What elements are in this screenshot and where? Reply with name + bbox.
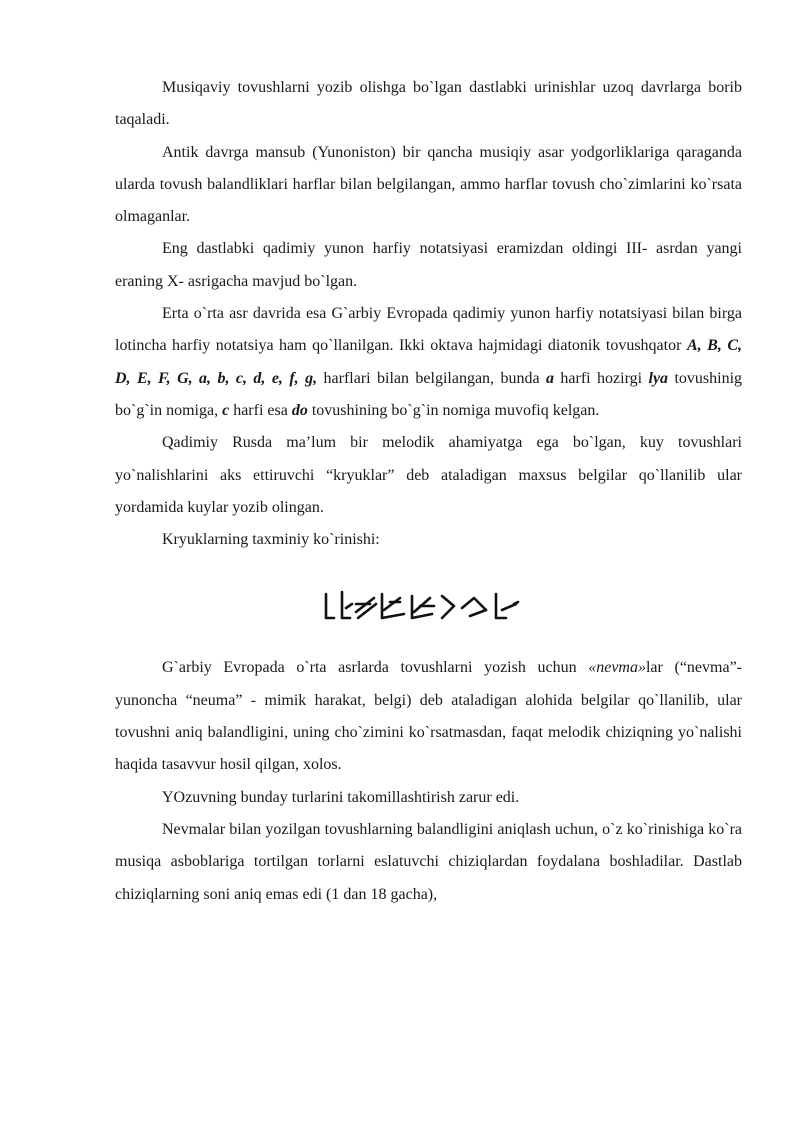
paragraph-5: Qadimiy Rusda ma’lum bir melodik ahamiyatga ega bo`lgan, kuy tovushlari yo`nalishlarini aks ettiruvchi “kryuklar” deb ataladigan maxsus belgilar qo`llanilib ular yordamida kuylar yozib olingan. [115,434,742,516]
text-span: lar (“nevma”-yunoncha “neuma” - mimik harakat, belgi) deb ataladigan alohida belgilar qo`llanilib, ular tovushni aniq balandligini, uning cho`zimini ko`rsatmasdan, faqat melodik chiziqning yo`nalishi haqida tasavvur hosil qilgan, xolos. [115,659,743,774]
letter-list: A, B, C, D, E, F, G, a, b, c, d, e, f, g, [115,337,743,387]
kryuk-symbols-figure [115,556,742,652]
letter-a: a [546,369,554,387]
nevma-term: «nevma» [588,659,646,677]
text-span: G`arbiy Evropada o`rta asrlarda tovushlarni yozish uchun [162,659,589,677]
text-span: Erta o`rta asr davrida esa G`arbiy Evropada qadimiy yunon harfiy notatsiyasi bilan birga lotincha harfiy notatsiya ham qo`llanilgan. Ikki oktava hajmidagi diatonik tovushqator [115,305,742,355]
paragraph-3: Eng dastlabki qadimiy yunon harfiy notatsiyasi eramizdan oldingi III- asrdan yangi eraning X- asrigacha mavjud bo`lgan. [115,240,742,290]
paragraph-6: Kryuklarning taxminiy ko`rinishi: [162,531,380,549]
paragraph-2: Antik davrga mansub (Yunoniston) bir qancha musiqiy asar yodgorliklariga qaraganda ularda tovush balandliklari harflar bilan belgilangan, ammo harflar tovush cho`zimlarini ko`rsata olmaganlar. [115,143,742,226]
letter-c: c [222,401,230,419]
text-span: tovushinig bo`g`in nomiga, [115,369,743,419]
text-span: tovushining bo`g`in nomiga muvofiq kelgan. [307,401,600,419]
kryuk-signs-icon [320,586,580,626]
syllable-lya: lya [648,369,669,387]
syllable-do: do [291,401,308,419]
text-span: harfi hozirgi [554,369,649,387]
paragraph-7 [115,652,742,781]
paragraph-8: YOzuvning bunday turlarini takomillashtirish zarur edi. [162,788,520,806]
paragraph-1: Musiqaviy tovushlarni yozib olishga bo`lgan dastlabki urinishlar uzoq davrlarga borib taqaladi. [115,79,742,129]
text-span: harflari bilan belgilangan, bunda [317,369,546,387]
document-page [115,72,742,911]
paragraph-4 [115,298,742,427]
paragraph-9: Nevmalar bilan yozilgan tovushlarning balandligini aniqlash uchun, o`z ko`rinishiga ko`ra musiqa asboblariga tortilgan torlarni eslatuvchi chiziqlardan foydalana boshladilar. Dastlab chiziqlarning soni aniq emas edi (1 dan 18 gacha), [115,820,742,903]
text-span: harfi esa [229,401,292,419]
